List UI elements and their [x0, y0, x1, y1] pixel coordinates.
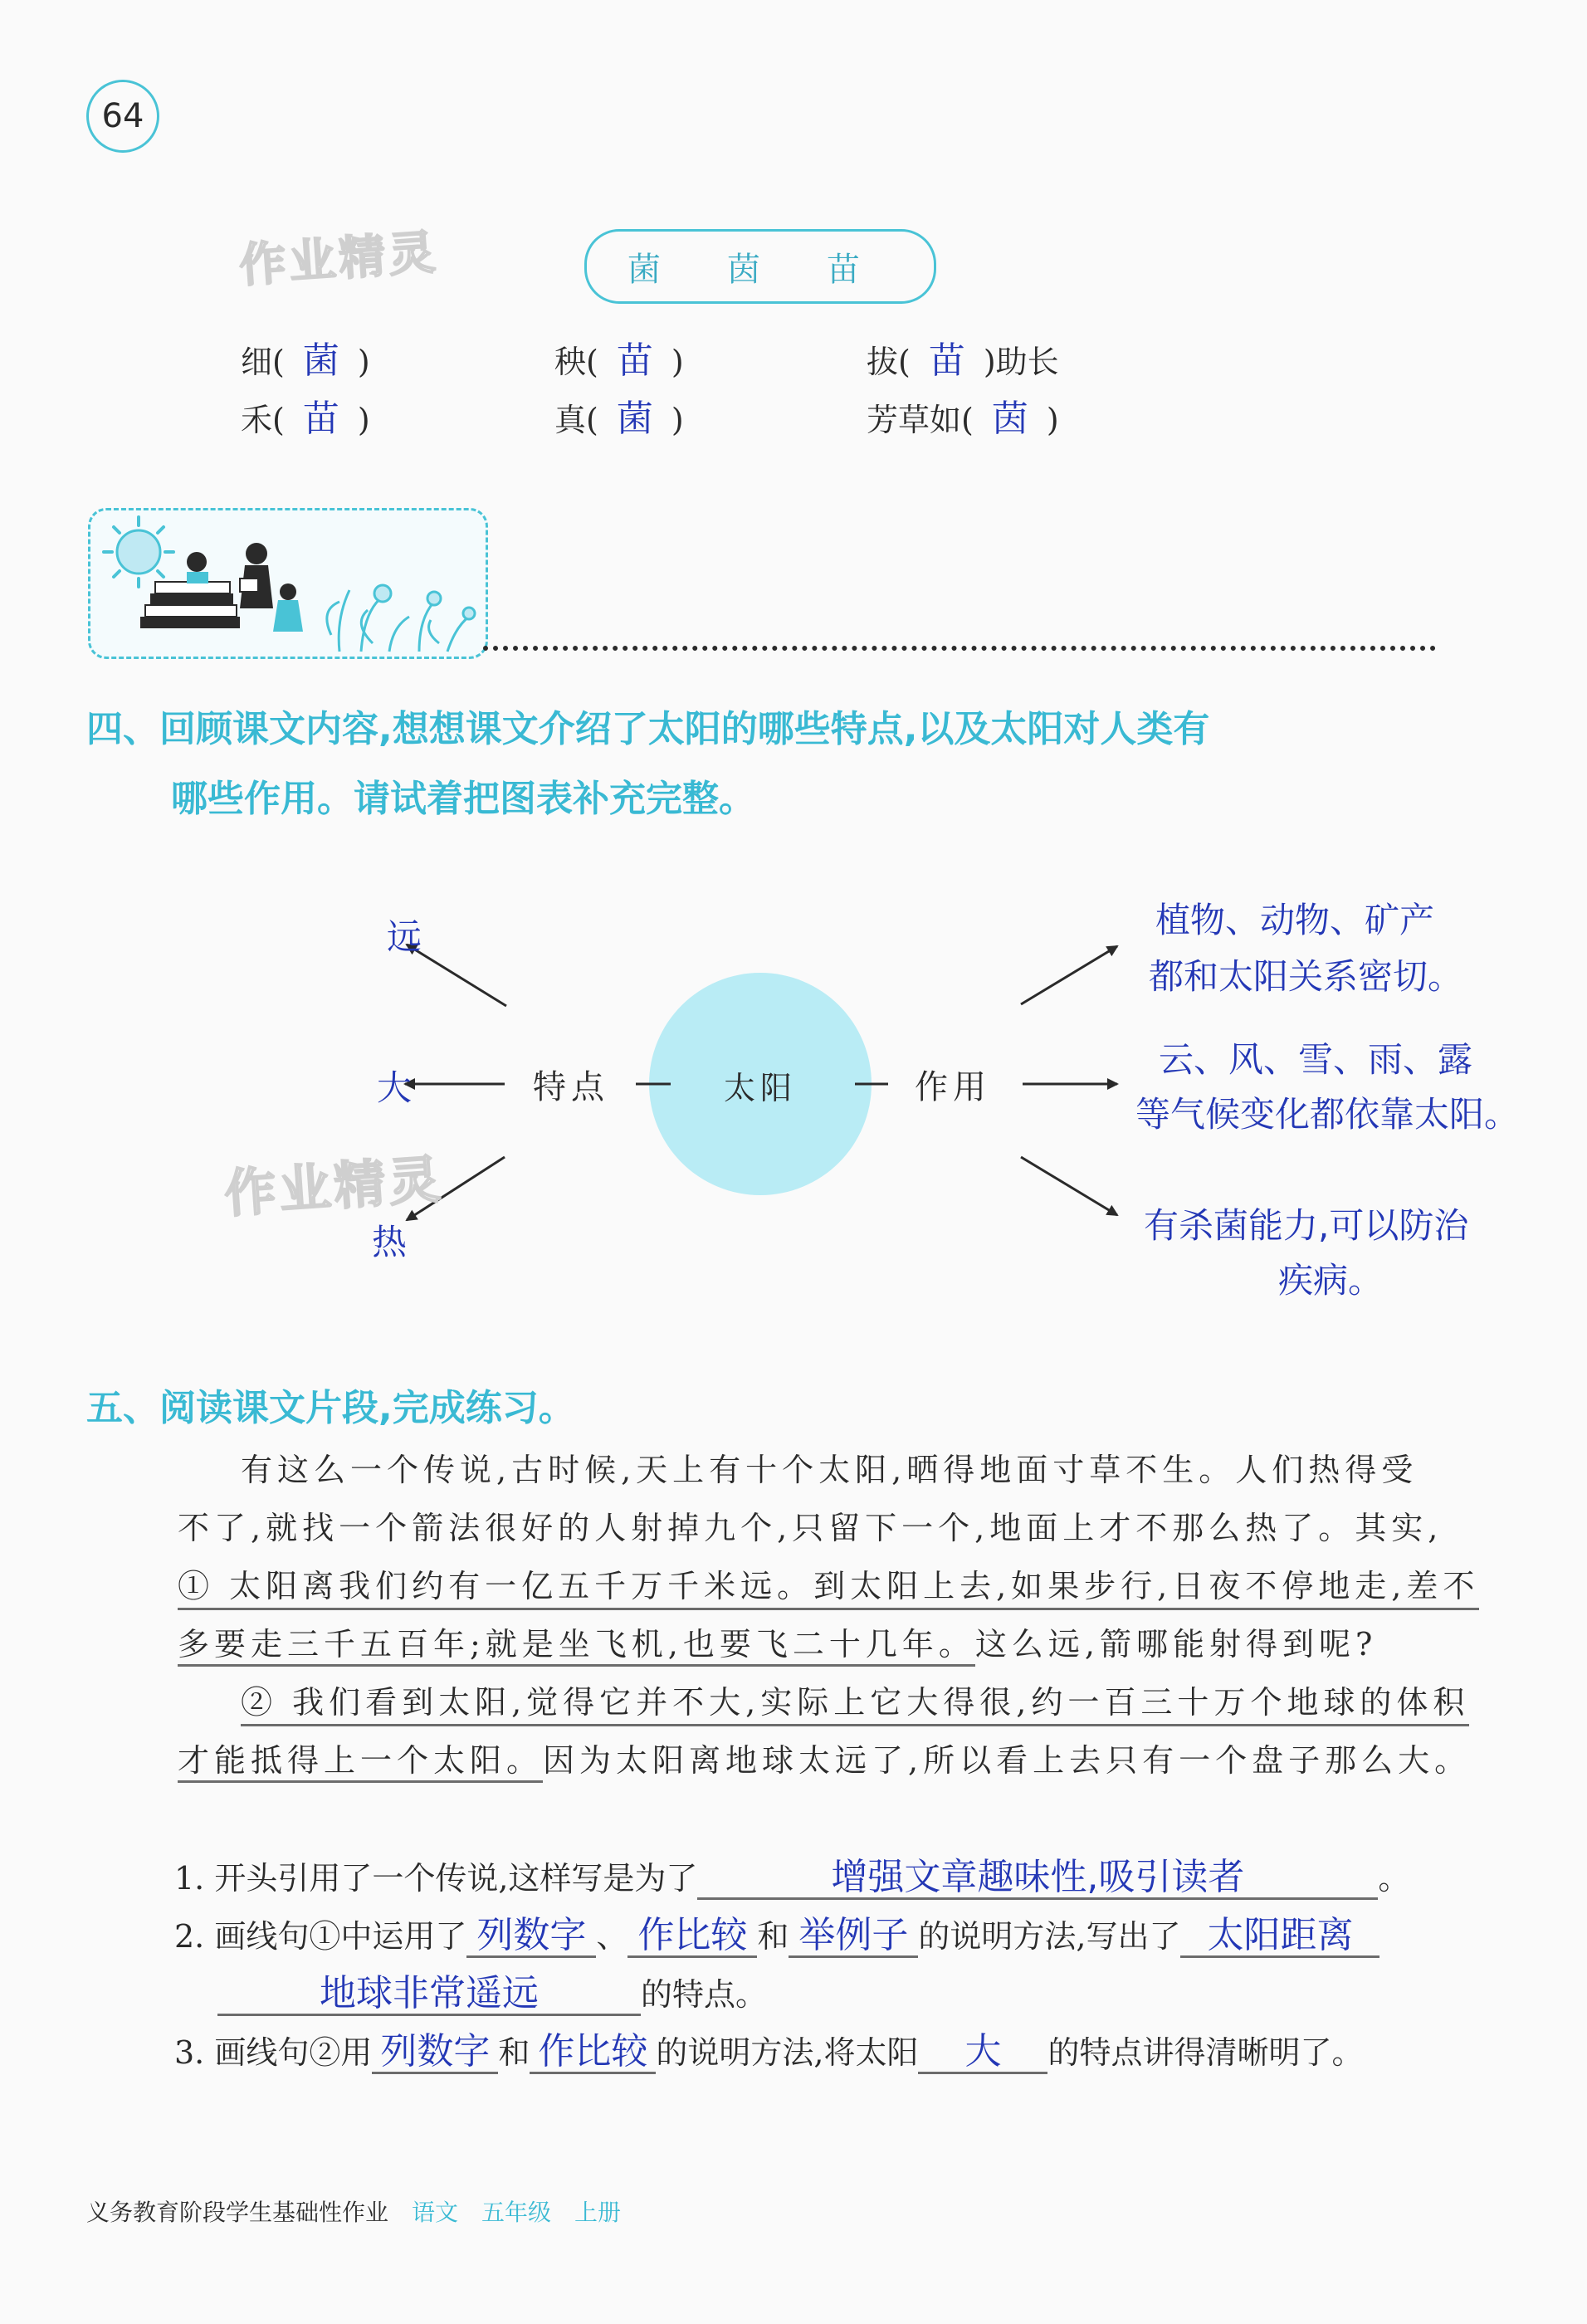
- underlined-sentence-1-end: 多要走三千五百年;就是坐飞机,也要飞二十几年。: [178, 1626, 975, 1667]
- underlined-sentence-1: ① 太阳离我们约有一亿五千万千米远。到太阳上去,如果步行,日夜不停地走,差不: [178, 1560, 1479, 1610]
- word-answer: 苗: [616, 339, 653, 382]
- footer-series: 义务教育阶段学生基础性作业: [86, 2199, 389, 2226]
- effect-answer-line: 有杀菌能力,可以防治: [1144, 1205, 1469, 1246]
- title-char: 菌: [627, 250, 694, 289]
- answer-blank: 增强文章趣味性,吸引读者: [697, 1858, 1378, 1900]
- title-char: 茵: [727, 250, 794, 289]
- word-item: 禾( 苗 ): [241, 398, 370, 440]
- arrow-effect-1: [1021, 946, 1117, 1004]
- word-item: 细( 菌 ): [241, 339, 370, 382]
- underlined-sentence-2: ② 我们看到太阳,觉得它并不大,实际上它大得很,约一百三十万个地球的体积: [241, 1677, 1469, 1726]
- effect-answer-line: 植物、动物、矿产: [1155, 900, 1435, 940]
- answer-blank: 太阳距离: [1180, 1916, 1379, 1958]
- word-answer: 茵: [991, 398, 1028, 440]
- effect-answer-line: 疾病。: [1278, 1260, 1384, 1301]
- feature-label: 特点: [533, 1068, 609, 1106]
- sun-diagram: [0, 863, 1587, 1328]
- footer-grade: 五年级: [481, 2199, 552, 2226]
- question-2: 2. 画线句①中运用了 列数字 、 作比较 和 举例子 的说明方法,写出了 太阳距离: [174, 1911, 1379, 1958]
- effect-answer-line: 都和太阳关系密切。: [1149, 956, 1463, 997]
- section4-heading-line1: 四、回顾课文内容,想想课文介绍了太阳的哪些特点,以及太阳对人类有: [86, 708, 1210, 750]
- feature-answer: 热: [372, 1222, 408, 1262]
- section5-heading: 五、阅读课文片段,完成练习。: [86, 1387, 575, 1429]
- answer-blank: 作比较: [530, 2032, 656, 2074]
- page-footer: [86, 2195, 621, 2228]
- answer-blank: 列数字: [466, 1916, 596, 1958]
- word-answer: 苗: [302, 398, 339, 440]
- word-answer: 菌: [302, 339, 339, 382]
- word-group-title: [584, 229, 936, 304]
- reading-kids-illustration: [90, 510, 486, 657]
- reading-illustration: [88, 508, 488, 659]
- feature-answer: 大: [377, 1067, 413, 1108]
- word-answer: 菌: [616, 398, 653, 440]
- sun-label: 太阳: [724, 1070, 798, 1106]
- effect-answer-line: 等气候变化都依靠太阳。: [1135, 1094, 1520, 1135]
- passage-line: 有这么一个传说,古时候,天上有十个太阳,晒得地面寸草不生。人们热得受: [241, 1452, 1419, 1488]
- footer-volume: 上册: [574, 2199, 622, 2226]
- question-1: 1. 开头引用了一个传说,这样写是为了 增强文章趣味性,吸引读者 。: [174, 1853, 1409, 1900]
- question-2-continued: 地球非常遥远 的特点。: [217, 1969, 767, 2016]
- section-divider: [483, 646, 1436, 651]
- passage-line: 才能抵得上一个太阳。因为太阳离地球太远了,所以看上去只有一个盘子那么大。: [178, 1735, 1471, 1780]
- word-item: 真( 菌 ): [554, 398, 684, 440]
- word-answer: 苗: [928, 339, 965, 382]
- answer-blank: 大: [918, 2032, 1047, 2074]
- passage-line: 不了,就找一个箭法很好的人射掉九个,只留下一个,地面上才不那么热了。其实,: [178, 1510, 1443, 1546]
- word-item: 秧( 苗 ): [554, 339, 684, 382]
- books-stack-icon: [140, 582, 240, 628]
- arrow-effect-3: [1021, 1157, 1117, 1215]
- page-number: 64: [86, 80, 159, 153]
- footer-subject: 语文: [412, 2199, 459, 2226]
- answer-blank: 作比较: [627, 1916, 757, 1958]
- watermark: 作业精灵: [237, 225, 441, 294]
- effect-answer-line: 云、风、雪、雨、露: [1159, 1039, 1473, 1080]
- sun-icon: [104, 517, 173, 587]
- effect-label: 作用: [915, 1068, 991, 1106]
- question-3: 3. 画线句②用 列数字 和 作比较 的说明方法,将太阳 大 的特点讲得清晰明了。: [174, 2027, 1363, 2074]
- feature-answer: 远: [387, 916, 422, 957]
- answer-blank: 举例子: [789, 1916, 918, 1958]
- answer-blank: 列数字: [372, 2032, 498, 2074]
- word-item: 芳草如( 茵 ): [867, 398, 1059, 440]
- section4-heading-line2: 哪些作用。请试着把图表补充完整。: [171, 778, 755, 820]
- word-item: 拔( 苗 )助长: [867, 339, 1059, 382]
- flowers-icon: [327, 585, 475, 652]
- answer-blank: 地球非常遥远: [217, 1974, 641, 2016]
- underlined-sentence-2-end: 才能抵得上一个太阳。: [178, 1742, 543, 1783]
- passage-line: 多要走三千五百年;就是坐飞机,也要飞二十几年。这么远,箭哪能射得到呢?: [178, 1618, 1377, 1664]
- watermark: 作业精灵: [222, 1148, 446, 1225]
- title-char: 苗: [827, 250, 893, 289]
